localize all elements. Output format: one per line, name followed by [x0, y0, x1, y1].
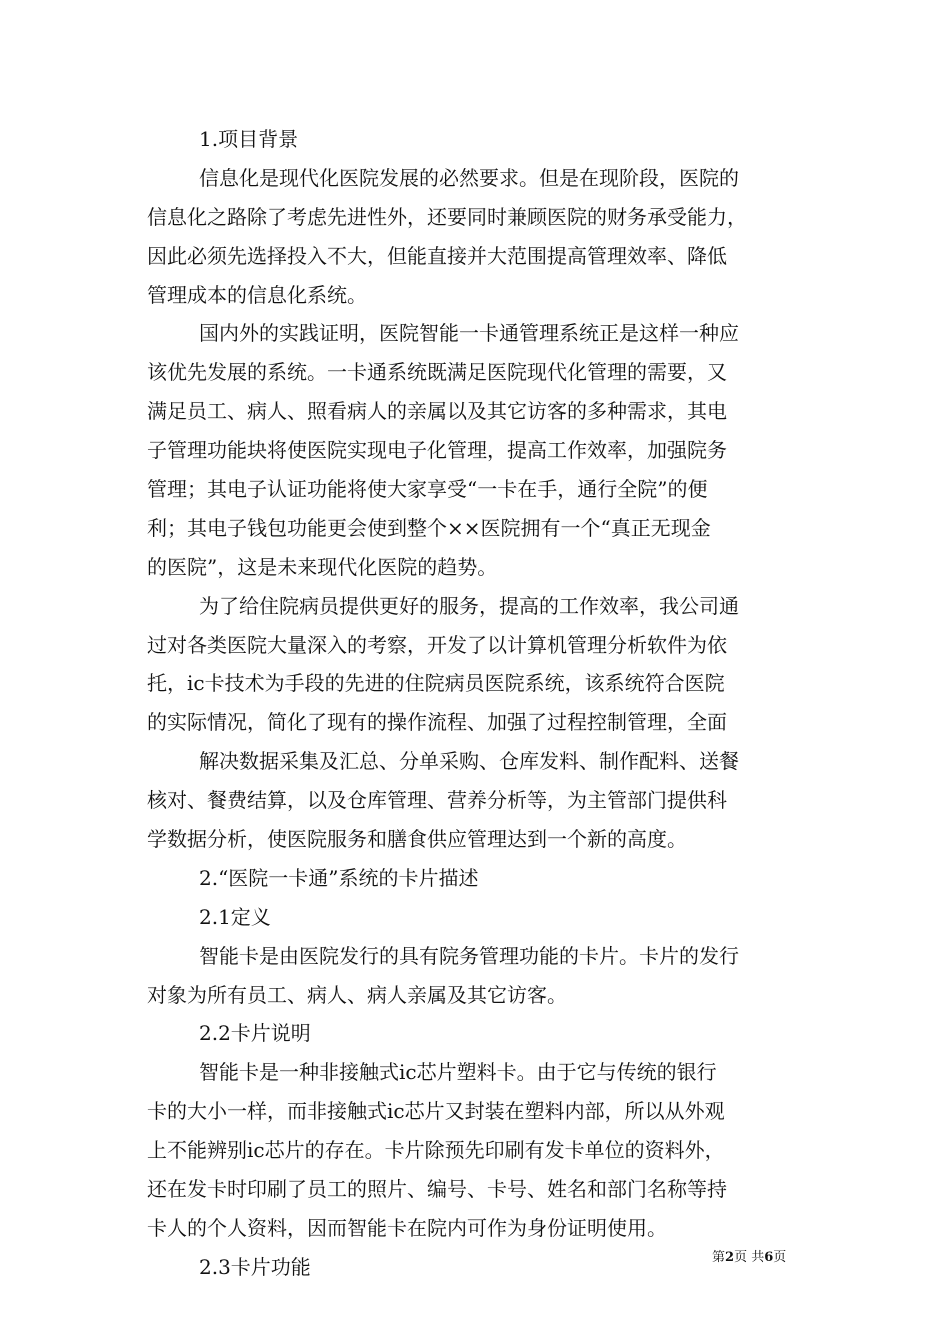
text-line: 为了给住院病员提供更好的服务，提高的工作效率，我公司通: [199, 593, 739, 618]
text-line: 上不能辨别ic芯片的存在。卡片除预先印刷有发卡单位的资料外，: [147, 1138, 725, 1163]
text-line: 1.项目背景: [199, 127, 299, 151]
text-line: 信息化之路除了考虑先进性外，还要同时兼顾医院的财务承受能力，: [147, 204, 747, 229]
text-line: 管理；其电子认证功能将使大家享受“一卡在手，通行全院”的便: [147, 477, 708, 502]
text-line: 因此必须先选择投入不大，但能直接并大范围提高管理效率、降低: [147, 243, 727, 268]
page-footer-prefix: 第: [712, 1250, 726, 1265]
text-line: 国内外的实践证明，医院智能一卡通管理系统正是这样一种应: [199, 321, 739, 346]
document-body: [147, 120, 807, 1287]
text-line: 该优先发展的系统。一卡通系统既满足医院现代化管理的需要，又: [147, 360, 727, 385]
text-line: 子管理功能块将使医院实现电子化管理，提高工作效率，加强院务: [147, 438, 727, 463]
text-line: 解决数据采集及汇总、分单采购、仓库发料、制作配料、送餐: [199, 749, 739, 774]
text-line: 卡的大小一样，而非接触式ic芯片又封装在塑料内部，所以从外观: [147, 1099, 725, 1124]
text-line: 对象为所有员工、病人、病人亲属及其它访客。: [147, 982, 567, 1007]
text-line: 2.1定义: [199, 904, 271, 929]
text-line: 卡人的个人资料，因而智能卡在院内可作为身份证明使用。: [147, 1215, 667, 1240]
text-line: 利；其电子钱包功能更会使到整个××医院拥有一个“真正无现金: [147, 515, 711, 540]
text-line: 2.“医院一卡通”系统的卡片描述: [199, 865, 479, 890]
text-line: 智能卡是一种非接触式ic芯片塑料卡。由于它与传统的银行: [199, 1060, 717, 1085]
page-footer-middle: 页 共: [734, 1250, 765, 1265]
total-pages-number: 6: [764, 1250, 774, 1265]
text-line: 的医院”，这是未来现代化医院的趋势。: [147, 554, 498, 579]
text-line: 学数据分析，使医院服务和膳食供应管理达到一个新的高度。: [147, 827, 687, 852]
text-line: 2.3卡片功能: [199, 1254, 311, 1279]
text-line: 满足员工、病人、照看病人的亲属以及其它访客的多种需求，其电: [147, 399, 727, 424]
text-line: 托，ic卡技术为手段的先进的住院病员医院系统，该系统符合医院: [147, 671, 725, 696]
text-line: 核对、餐费结算，以及仓库管理、营养分析等，为主管部门提供科: [147, 788, 727, 813]
page-footer: [712, 1246, 812, 1265]
text-line: 智能卡是由医院发行的具有院务管理功能的卡片。卡片的发行: [199, 943, 739, 968]
text-line: 过对各类医院大量深入的考察，开发了以计算机管理分析软件为依: [147, 632, 727, 657]
page-footer-suffix: 页: [773, 1250, 787, 1265]
text-line: 信息化是现代化医院发展的必然要求。但是在现阶段，医院的: [199, 165, 739, 190]
text-line: 还在发卡时印刷了员工的照片、编号、卡号、姓名和部门名称等持: [147, 1177, 727, 1202]
text-line: 2.2卡片说明: [199, 1021, 311, 1046]
text-line: 管理成本的信息化系统。: [147, 282, 367, 307]
text-line: 的实际情况，简化了现有的操作流程、加强了过程控制管理，全面: [147, 710, 727, 735]
current-page-number: 2: [725, 1250, 735, 1265]
